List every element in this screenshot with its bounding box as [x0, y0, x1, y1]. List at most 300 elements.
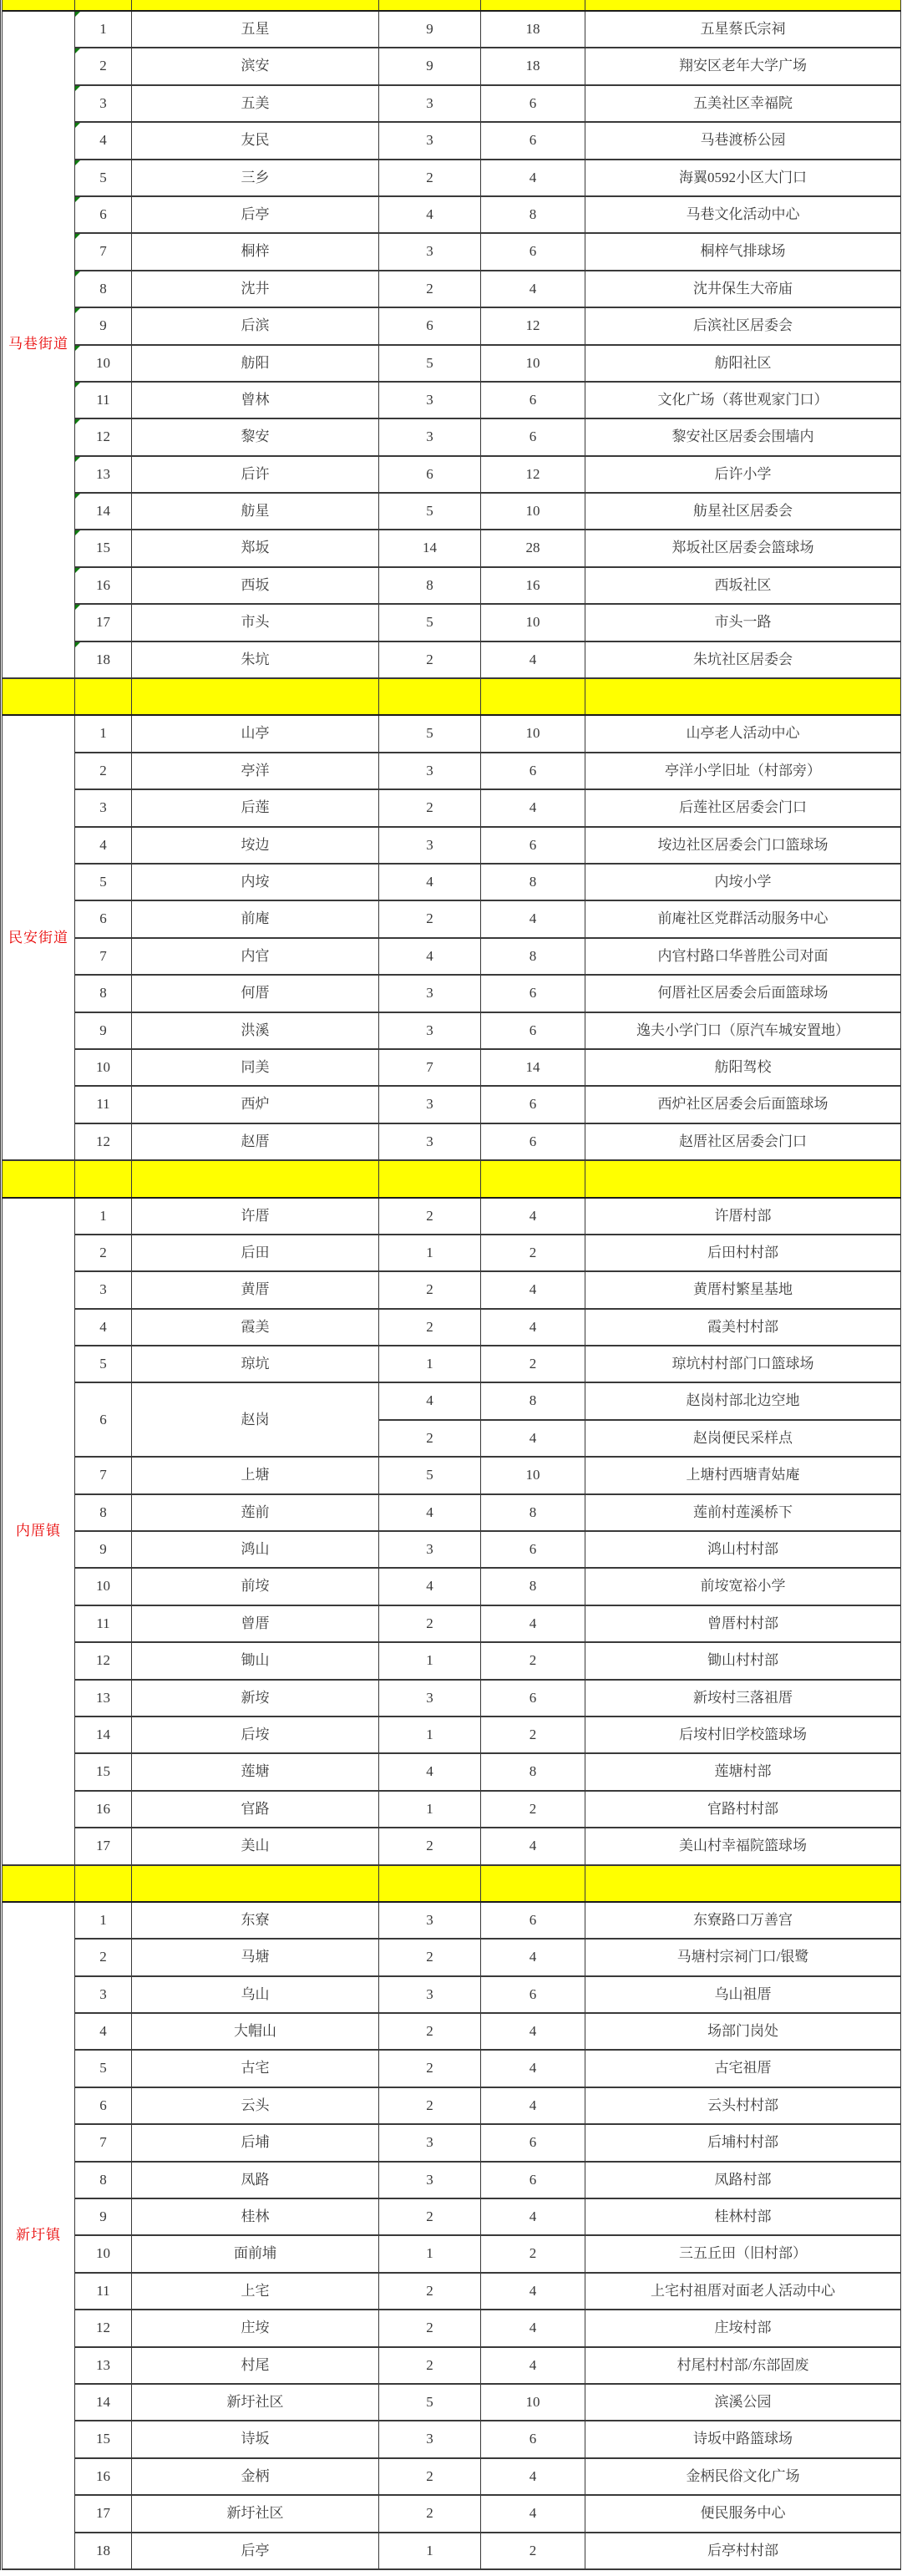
location-cell: 马巷文化活动中心 [585, 196, 901, 233]
count1-cell: 3 [379, 122, 481, 159]
table-row [2, 2235, 901, 2272]
table-row [2, 1049, 901, 1086]
count1-cell: 5 [379, 1457, 481, 1493]
location-cell: 内官村路口华普胜公司对面 [585, 938, 901, 975]
count1-cell: 5 [379, 493, 481, 530]
count2-cell: 28 [481, 530, 585, 566]
table-row [2, 1753, 901, 1790]
table-row [2, 1902, 901, 1939]
row-number-cell: 6 [75, 196, 132, 233]
location-cell: 舫星社区居委会 [585, 493, 901, 530]
count1-cell: 3 [379, 1012, 481, 1049]
row-number-cell: 11 [75, 1086, 132, 1123]
yellow-separator-row [2, 1160, 901, 1197]
row-number-cell: 4 [75, 2013, 132, 2050]
yellow-separator-cell [132, 678, 379, 715]
location-cell: 前庵社区党群活动服务中心 [585, 900, 901, 937]
location-cell: 莲前村莲溪桥下 [585, 1494, 901, 1531]
location-cell: 金柄民俗文化广场 [585, 2458, 901, 2495]
yellow-separator-cell [379, 0, 481, 11]
yellow-separator-cell [75, 0, 132, 11]
site-name-cell: 黎安 [132, 418, 379, 455]
site-name-cell: 许厝 [132, 1198, 379, 1235]
count1-cell: 2 [379, 2198, 481, 2235]
site-name-cell: 后亭 [132, 196, 379, 233]
location-cell: 垵边社区居委会门口篮球场 [585, 827, 901, 864]
yellow-separator-cell [379, 1160, 481, 1197]
location-cell: 何厝社区居委会后面篮球场 [585, 975, 901, 1012]
table-row [2, 753, 901, 789]
count1-cell: 3 [379, 1976, 481, 2013]
count2-cell: 4 [481, 1198, 585, 1235]
count2-cell: 4 [481, 2050, 585, 2087]
table-row [2, 122, 901, 159]
count2-cell: 10 [481, 493, 585, 530]
count2-cell: 6 [481, 2421, 585, 2457]
site-name-cell: 何厝 [132, 975, 379, 1012]
count1-cell: 6 [379, 307, 481, 344]
row-number-cell: 12 [75, 1642, 132, 1679]
table-row [2, 1642, 901, 1679]
site-name-cell: 云头 [132, 2087, 379, 2124]
count2-cell: 18 [481, 48, 585, 84]
location-cell: 桂林村部 [585, 2198, 901, 2235]
location-cell: 市头一路 [585, 604, 901, 641]
site-name-cell: 莲前 [132, 1494, 379, 1531]
location-cell: 三五丘田（旧村部） [585, 2235, 901, 2272]
table-row [2, 1605, 901, 1642]
section-label: 马巷街道 [2, 11, 75, 678]
site-name-cell: 桂林 [132, 2198, 379, 2235]
location-cell: 亭洋小学旧址（村部旁） [585, 753, 901, 789]
count2-cell: 4 [481, 2495, 585, 2532]
count2-cell: 10 [481, 715, 585, 752]
count1-cell: 4 [379, 938, 481, 975]
table-row [2, 456, 901, 493]
count2-cell: 4 [481, 2310, 585, 2346]
section-label: 新圩镇 [2, 1902, 75, 2569]
table-row [2, 1086, 901, 1123]
location-cell: 后莲社区居委会门口 [585, 789, 901, 826]
location-cell: 后滨社区居委会 [585, 307, 901, 344]
site-name-cell: 舫阳 [132, 345, 379, 382]
row-number-cell: 1 [75, 11, 132, 48]
count1-cell: 1 [379, 2533, 481, 2569]
count2-cell: 6 [481, 975, 585, 1012]
count2-cell: 4 [481, 271, 585, 307]
site-name-cell: 后埔 [132, 2124, 379, 2161]
site-name-cell: 内官 [132, 938, 379, 975]
site-name-cell: 前垵 [132, 1568, 379, 1605]
count1-cell: 4 [379, 864, 481, 900]
table-row [2, 2347, 901, 2384]
count2-cell: 10 [481, 604, 585, 641]
site-name-cell: 沈井 [132, 271, 379, 307]
count1-cell: 1 [379, 2235, 481, 2272]
row-number-cell: 3 [75, 85, 132, 122]
count2-cell: 4 [481, 641, 585, 678]
count1-cell: 2 [379, 2347, 481, 2384]
count2-cell: 4 [481, 1828, 585, 1864]
site-name-cell: 庄垵 [132, 2310, 379, 2346]
count2-cell: 8 [481, 1382, 585, 1419]
table-row [2, 2162, 901, 2198]
count1-cell: 2 [379, 1420, 481, 1457]
location-cell: 赵岗便民采样点 [585, 1420, 901, 1457]
location-cell: 便民服务中心 [585, 2495, 901, 2532]
location-cell: 庄垵村部 [585, 2310, 901, 2346]
site-name-cell: 东寮 [132, 1902, 379, 1939]
count2-cell: 8 [481, 1753, 585, 1790]
table-row [2, 715, 901, 752]
table-row [2, 1309, 901, 1346]
yellow-separator-cell [481, 678, 585, 715]
site-name-cell: 乌山 [132, 1976, 379, 2013]
table-row [2, 1531, 901, 1568]
yellow-separator-cell [2, 1865, 75, 1902]
site-name-cell: 垵边 [132, 827, 379, 864]
location-cell: 黎安社区居委会围墙内 [585, 418, 901, 455]
location-cell: 琼坑村村部门口篮球场 [585, 1346, 901, 1382]
location-cell: 后田村村部 [585, 1235, 901, 1271]
table-row [2, 2198, 901, 2235]
row-number-cell: 15 [75, 530, 132, 566]
yellow-separator-cell [379, 678, 481, 715]
location-cell: 上宅村祖厝对面老人活动中心 [585, 2273, 901, 2310]
yellow-separator-cell [75, 1865, 132, 1902]
location-cell: 赵岗村部北边空地 [585, 1382, 901, 1419]
count2-cell: 2 [481, 2235, 585, 2272]
site-name-cell: 新垵 [132, 1680, 379, 1716]
count2-cell: 4 [481, 1309, 585, 1346]
row-number-cell: 11 [75, 1605, 132, 1642]
count1-cell: 2 [379, 1605, 481, 1642]
site-name-cell: 五星 [132, 11, 379, 48]
table-row [2, 1346, 901, 1382]
row-number-cell: 14 [75, 2384, 132, 2421]
row-number-cell: 9 [75, 1531, 132, 1568]
location-cell: 文化广场（蒋世观家门口） [585, 382, 901, 418]
site-name-cell: 后许 [132, 456, 379, 493]
table-row [2, 900, 901, 937]
table-row [2, 2458, 901, 2495]
count1-cell: 8 [379, 567, 481, 604]
row-number-cell: 10 [75, 345, 132, 382]
yellow-separator-cell [132, 1865, 379, 1902]
table-row [2, 641, 901, 678]
count2-cell: 4 [481, 2273, 585, 2310]
count2-cell: 4 [481, 2013, 585, 2050]
table-row [2, 2050, 901, 2087]
count2-cell: 6 [481, 1680, 585, 1716]
count2-cell: 12 [481, 307, 585, 344]
count2-cell: 4 [481, 1271, 585, 1308]
count1-cell: 3 [379, 827, 481, 864]
location-cell: 后垵村旧学校篮球场 [585, 1716, 901, 1753]
count1-cell: 3 [379, 85, 481, 122]
table-row [2, 1494, 901, 1531]
row-number-cell: 17 [75, 604, 132, 641]
table-row [2, 1791, 901, 1828]
location-cell: 五星蔡氏宗祠 [585, 11, 901, 48]
row-number-cell: 4 [75, 827, 132, 864]
yellow-separator-cell [481, 1865, 585, 1902]
count1-cell: 6 [379, 456, 481, 493]
count1-cell: 2 [379, 2013, 481, 2050]
count1-cell: 2 [379, 900, 481, 937]
location-cell: 郑坂社区居委会篮球场 [585, 530, 901, 566]
site-name-cell: 黄厝 [132, 1271, 379, 1308]
count2-cell: 14 [481, 1049, 585, 1086]
table-row [2, 975, 901, 1012]
count2-cell: 2 [481, 1235, 585, 1271]
count1-cell: 2 [379, 1198, 481, 1235]
site-name-cell: 锄山 [132, 1642, 379, 1679]
count1-cell: 3 [379, 233, 481, 270]
location-cell: 马巷渡桥公园 [585, 122, 901, 159]
count1-cell: 7 [379, 1049, 481, 1086]
table-row [2, 1828, 901, 1864]
count1-cell: 2 [379, 271, 481, 307]
site-name-cell: 前庵 [132, 900, 379, 937]
location-cell: 云头村村部 [585, 2087, 901, 2124]
count1-cell: 2 [379, 641, 481, 678]
site-name-cell: 新圩社区 [132, 2384, 379, 2421]
count2-cell: 6 [481, 1123, 585, 1160]
row-number-cell: 1 [75, 715, 132, 752]
row-number-cell: 7 [75, 233, 132, 270]
site-name-cell: 内垵 [132, 864, 379, 900]
table-row [2, 382, 901, 418]
count2-cell: 12 [481, 456, 585, 493]
row-number-cell: 14 [75, 493, 132, 530]
table-row [2, 196, 901, 233]
location-cell: 五美社区幸福院 [585, 85, 901, 122]
table-row [2, 2087, 901, 2124]
row-number-cell: 16 [75, 2458, 132, 2495]
location-cell: 后许小学 [585, 456, 901, 493]
count1-cell: 3 [379, 753, 481, 789]
table-row [2, 567, 901, 604]
location-cell: 后埔村村部 [585, 2124, 901, 2161]
location-cell: 凤路村部 [585, 2162, 901, 2198]
row-number-cell: 12 [75, 2310, 132, 2346]
count1-cell: 4 [379, 1382, 481, 1419]
row-number-cell: 8 [75, 271, 132, 307]
site-name-cell: 凤路 [132, 2162, 379, 2198]
site-name-cell: 赵厝 [132, 1123, 379, 1160]
table-row [2, 48, 901, 84]
count1-cell: 2 [379, 1939, 481, 1975]
count1-cell: 2 [379, 2273, 481, 2310]
table-row [2, 160, 901, 196]
row-number-cell: 5 [75, 1346, 132, 1382]
table-row [2, 1123, 901, 1160]
row-number-cell: 15 [75, 2421, 132, 2457]
location-cell: 场部门岗处 [585, 2013, 901, 2050]
row-number-cell: 15 [75, 1753, 132, 1790]
section-label: 民安街道 [2, 715, 75, 1160]
count2-cell: 6 [481, 2162, 585, 2198]
yellow-separator-cell [132, 0, 379, 11]
table-row [2, 271, 901, 307]
location-cell: 鸿山村村部 [585, 1531, 901, 1568]
yellow-separator-cell [2, 678, 75, 715]
site-name-cell: 曾厝 [132, 1605, 379, 1642]
site-name-cell: 后滨 [132, 307, 379, 344]
count2-cell: 2 [481, 1346, 585, 1382]
count1-cell: 9 [379, 11, 481, 48]
row-number-cell: 17 [75, 2495, 132, 2532]
row-number-cell: 6 [75, 900, 132, 937]
location-cell: 沈井保生大帝庙 [585, 271, 901, 307]
count2-cell: 4 [481, 2198, 585, 2235]
site-name-cell: 霞美 [132, 1309, 379, 1346]
count1-cell: 1 [379, 1642, 481, 1679]
row-number-cell: 7 [75, 2124, 132, 2161]
yellow-separator-cell [75, 1160, 132, 1197]
table-row [2, 85, 901, 122]
row-number-cell: 14 [75, 1716, 132, 1753]
count2-cell: 8 [481, 864, 585, 900]
location-cell: 后亭村村部 [585, 2533, 901, 2569]
count1-cell: 4 [379, 1568, 481, 1605]
count1-cell: 3 [379, 1680, 481, 1716]
row-number-cell: 12 [75, 1123, 132, 1160]
yellow-separator-cell [379, 1865, 481, 1902]
location-cell: 新垵村三落祖厝 [585, 1680, 901, 1716]
location-cell: 许厝村部 [585, 1198, 901, 1235]
site-name-cell: 村尾 [132, 2347, 379, 2384]
location-cell: 前垵宽裕小学 [585, 1568, 901, 1605]
site-name-cell: 赵岗 [132, 1382, 379, 1457]
site-name-cell: 曾林 [132, 382, 379, 418]
count2-cell: 2 [481, 1791, 585, 1828]
row-number-cell: 4 [75, 122, 132, 159]
row-number-cell: 4 [75, 1309, 132, 1346]
row-number-cell: 9 [75, 1012, 132, 1049]
site-name-cell: 西坂 [132, 567, 379, 604]
row-number-cell: 13 [75, 456, 132, 493]
count2-cell: 4 [481, 2458, 585, 2495]
location-cell: 翔安区老年大学广场 [585, 48, 901, 84]
location-cell: 海翼0592小区大门口 [585, 160, 901, 196]
site-name-cell: 大帽山 [132, 2013, 379, 2050]
count2-cell: 6 [481, 1531, 585, 1568]
row-number-cell: 10 [75, 1568, 132, 1605]
site-name-cell: 五美 [132, 85, 379, 122]
count2-cell: 4 [481, 900, 585, 937]
location-cell: 朱坑社区居委会 [585, 641, 901, 678]
site-name-cell: 上塘 [132, 1457, 379, 1493]
location-cell: 西坂社区 [585, 567, 901, 604]
row-number-cell: 6 [75, 2087, 132, 2124]
count1-cell: 4 [379, 196, 481, 233]
location-cell: 舫阳驾校 [585, 1049, 901, 1086]
site-name-cell: 莲塘 [132, 1753, 379, 1790]
table-row [2, 1382, 901, 1419]
count2-cell: 16 [481, 567, 585, 604]
table-row [2, 2013, 901, 2050]
table-row [2, 1271, 901, 1308]
table-row [2, 938, 901, 975]
count1-cell: 3 [379, 418, 481, 455]
clipped-yellow-header-row [2, 0, 901, 11]
count2-cell: 8 [481, 1494, 585, 1531]
row-number-cell: 5 [75, 2050, 132, 2087]
yellow-separator-cell [585, 1865, 901, 1902]
site-name-cell: 郑坂 [132, 530, 379, 566]
row-number-cell: 2 [75, 1235, 132, 1271]
site-name-cell: 鸿山 [132, 1531, 379, 1568]
count2-cell: 4 [481, 160, 585, 196]
row-number-cell: 8 [75, 2162, 132, 2198]
yellow-separator-cell [2, 1160, 75, 1197]
row-number-cell: 2 [75, 1939, 132, 1975]
count2-cell: 6 [481, 233, 585, 270]
location-cell: 诗坂中路篮球场 [585, 2421, 901, 2457]
count2-cell: 6 [481, 1902, 585, 1939]
count1-cell: 4 [379, 1753, 481, 1790]
row-number-cell: 9 [75, 307, 132, 344]
row-number-cell: 1 [75, 1198, 132, 1235]
table-row [2, 2495, 901, 2532]
count1-cell: 2 [379, 1828, 481, 1864]
count2-cell: 6 [481, 382, 585, 418]
count1-cell: 2 [379, 2050, 481, 2087]
table-row [2, 1198, 901, 1235]
table-row [2, 1976, 901, 2013]
yellow-separator-cell [481, 1160, 585, 1197]
location-cell: 山亭老人活动中心 [585, 715, 901, 752]
site-name-cell: 三乡 [132, 160, 379, 196]
site-name-cell: 琼坑 [132, 1346, 379, 1382]
row-number-cell: 16 [75, 1791, 132, 1828]
count1-cell: 5 [379, 715, 481, 752]
site-name-cell: 西炉 [132, 1086, 379, 1123]
row-number-cell: 12 [75, 418, 132, 455]
count2-cell: 6 [481, 122, 585, 159]
table-row [2, 2310, 901, 2346]
location-cell: 锄山村村部 [585, 1642, 901, 1679]
table-row [2, 493, 901, 530]
row-number-cell: 1 [75, 1902, 132, 1939]
row-number-cell: 8 [75, 1494, 132, 1531]
count1-cell: 3 [379, 1531, 481, 1568]
count2-cell: 6 [481, 85, 585, 122]
count1-cell: 5 [379, 604, 481, 641]
count1-cell: 1 [379, 1791, 481, 1828]
location-cell: 东寮路口万善宫 [585, 1902, 901, 1939]
count1-cell: 3 [379, 1123, 481, 1160]
row-number-cell: 3 [75, 1271, 132, 1308]
row-number-cell: 2 [75, 753, 132, 789]
count2-cell: 2 [481, 1716, 585, 1753]
count2-cell: 6 [481, 1012, 585, 1049]
count1-cell: 9 [379, 48, 481, 84]
count1-cell: 1 [379, 1716, 481, 1753]
site-name-cell: 面前埔 [132, 2235, 379, 2272]
site-name-cell: 后垵 [132, 1716, 379, 1753]
row-number-cell: 11 [75, 382, 132, 418]
count1-cell: 2 [379, 1309, 481, 1346]
table-row [2, 827, 901, 864]
row-number-cell: 7 [75, 1457, 132, 1493]
row-number-cell: 9 [75, 2198, 132, 2235]
count2-cell: 10 [481, 1457, 585, 1493]
location-cell: 古宅祖厝 [585, 2050, 901, 2087]
table-row [2, 789, 901, 826]
